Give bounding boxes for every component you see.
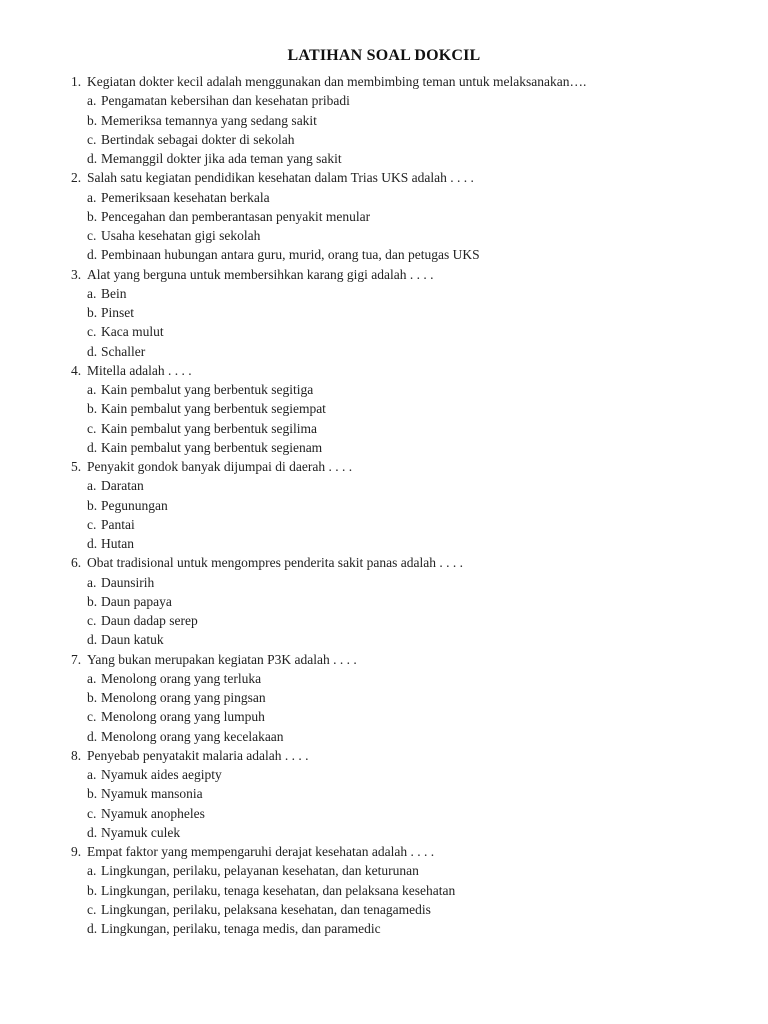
option-text: Menolong orang yang lumpuh (101, 709, 265, 725)
answer-option (71, 592, 751, 611)
question-item (71, 361, 751, 457)
question-line (71, 457, 751, 476)
option-letter: c. (87, 901, 97, 917)
question-line (71, 72, 751, 91)
question-text: Empat faktor yang mempengaruhi derajat kesehatan adalah . . . . (87, 844, 435, 859)
question-number: 7. (71, 651, 82, 667)
option-text: Memanggil dokter jika ada teman yang sakit (101, 151, 342, 166)
option-text: Usaha kesehatan gigi sekolah (101, 228, 261, 243)
option-text: Nyamuk anopheles (101, 805, 205, 821)
option-text: Hutan (101, 536, 134, 551)
answer-option (71, 380, 751, 399)
option-letter: a. (87, 285, 97, 301)
answer-option (71, 476, 751, 495)
question-number: 2. (71, 170, 82, 186)
answer-option (71, 573, 751, 592)
answer-option (71, 804, 751, 823)
option-letter: b. (87, 882, 98, 898)
option-letter: a. (87, 478, 97, 494)
answer-option (71, 438, 751, 457)
answer-option (71, 900, 751, 919)
answer-option (71, 881, 751, 900)
option-letter: c. (87, 420, 97, 436)
option-letter: d. (87, 343, 98, 359)
option-letter: d. (87, 632, 98, 648)
option-letter: a. (87, 382, 97, 397)
question-line (71, 265, 751, 284)
option-text: Daun papaya (101, 593, 172, 609)
option-text: Pengamatan kebersihan dan kesehatan pribadi (101, 93, 350, 109)
question-line (71, 361, 751, 380)
question-text: Mitella adalah . . . . (87, 362, 192, 378)
option-text: Daun katuk (101, 632, 164, 648)
answer-option (71, 727, 751, 746)
option-letter: b. (87, 786, 98, 802)
option-text: Kaca mulut (101, 324, 164, 340)
option-text: Pemeriksaan kesehatan berkala (101, 189, 270, 205)
question-number: 3. (71, 266, 82, 282)
option-text: Schaller (101, 343, 146, 359)
option-text: Lingkungan, perilaku, pelaksana kesehatan, dan tenagamedis (101, 901, 431, 917)
option-text: Bertindak sebagai dokter di sekolah (101, 131, 295, 147)
option-text: Kain pembalut yang berbentuk segienam (101, 439, 323, 455)
option-letter: b. (87, 497, 98, 513)
question-line (71, 650, 751, 669)
question-item (71, 842, 751, 938)
answer-option (71, 534, 751, 553)
option-letter: c. (87, 805, 97, 821)
answer-option (71, 322, 751, 341)
answer-option (71, 823, 751, 842)
question-item (71, 650, 751, 746)
option-letter: b. (87, 305, 98, 320)
answer-option (71, 765, 751, 784)
question-line (71, 553, 751, 572)
question-number: 9. (71, 844, 82, 859)
question-text: Obat tradisional untuk mengompres penderita sakit panas adalah . . . . (87, 555, 464, 571)
question-text: Alat yang berguna untuk membersihkan karang gigi adalah . . . . (87, 266, 434, 282)
option-text: Menolong orang yang kecelakaan (101, 728, 284, 744)
answer-option (71, 688, 751, 707)
answer-option (71, 207, 751, 226)
option-letter: a. (87, 863, 97, 879)
option-text: Daratan (101, 478, 144, 494)
answer-option (71, 707, 751, 726)
option-letter: b. (87, 593, 98, 609)
option-text: Pembinaan hubungan antara guru, murid, orang tua, dan petugas UKS (101, 247, 480, 263)
option-text: Lingkungan, perilaku, pelayanan kesehatan, dan keturunan (101, 863, 419, 879)
answer-option (71, 669, 751, 688)
question-number: 5. (71, 459, 82, 474)
option-letter: b. (87, 112, 98, 128)
option-text: Memeriksa temannya yang sedang sakit (101, 112, 317, 128)
answer-option (71, 342, 751, 361)
option-text: Pegunungan (101, 497, 168, 513)
question-item (71, 168, 751, 264)
option-text: Nyamuk mansonia (101, 786, 203, 802)
option-letter: c. (87, 613, 97, 628)
answer-option (71, 399, 751, 418)
option-letter: d. (87, 247, 98, 263)
question-number: 1. (71, 74, 82, 89)
page-title: LATIHAN SOAL DOKCIL (287, 47, 481, 64)
question-line (71, 168, 751, 187)
option-text: Pinset (101, 305, 135, 320)
answer-option (71, 419, 751, 438)
answer-option (71, 284, 751, 303)
option-text: Daun dadap serep (101, 613, 198, 628)
answer-option (71, 226, 751, 245)
option-text: Kain pembalut yang berbentuk segitiga (101, 382, 314, 397)
option-text: Pencegahan dan pemberantasan penyakit menular (101, 208, 371, 224)
option-text: Kain pembalut yang berbentuk segilima (101, 420, 317, 436)
option-letter: c. (87, 228, 97, 243)
option-text: Bein (101, 285, 127, 301)
answer-option (71, 919, 751, 938)
question-number: 8. (71, 747, 82, 763)
answer-option (71, 630, 751, 649)
option-letter: d. (87, 536, 98, 551)
option-text: Lingkungan, perilaku, tenaga kesehatan, dan pelaksana kesehatan (101, 882, 456, 898)
question-line (71, 746, 751, 765)
answer-option (71, 245, 751, 264)
option-letter: a. (87, 189, 97, 205)
answer-option (71, 111, 751, 130)
answer-option (71, 861, 751, 880)
answer-option (71, 130, 751, 149)
option-text: Nyamuk culek (101, 824, 181, 840)
option-text: Lingkungan, perilaku, tenaga medis, dan paramedic (101, 921, 381, 936)
option-letter: d. (87, 151, 98, 166)
question-item (71, 265, 751, 361)
option-text: Menolong orang yang terluka (101, 670, 262, 686)
option-text: Daunsirih (101, 574, 155, 590)
option-letter: a. (87, 574, 97, 590)
answer-option (71, 784, 751, 803)
question-text: Kegiatan dokter kecil adalah menggunakan dan membimbing teman untuk melaksanakan…. (87, 74, 587, 89)
option-text: Pantai (101, 516, 135, 532)
question-item (71, 746, 751, 842)
question-text: Penyakit gondok banyak dijumpai di daerah . . . . (87, 459, 353, 474)
question-number: 4. (71, 362, 82, 378)
question-text: Penyebab penyatakit malaria adalah . . . . (87, 747, 309, 763)
option-letter: d. (87, 439, 98, 455)
option-letter: d. (87, 824, 98, 840)
option-letter: a. (87, 670, 97, 686)
answer-option (71, 496, 751, 515)
option-text: Menolong orang yang pingsan (101, 690, 266, 705)
question-text: Salah satu kegiatan pendidikan kesehatan dalam Trias UKS adalah . . . . (87, 170, 474, 186)
question-line (71, 842, 751, 861)
question-item (71, 72, 751, 168)
answer-option (71, 611, 751, 630)
option-letter: a. (87, 767, 97, 782)
answer-option (71, 91, 751, 110)
option-letter: b. (87, 401, 98, 417)
option-text: Nyamuk aides aegipty (101, 767, 222, 782)
option-letter: d. (87, 728, 98, 744)
question-text: Yang bukan merupakan kegiatan P3K adalah . . . . (87, 651, 357, 667)
question-item (71, 457, 751, 553)
question-list (71, 72, 751, 938)
question-number: 6. (71, 555, 82, 571)
option-letter: d. (87, 921, 98, 936)
answer-option (71, 149, 751, 168)
option-letter: c. (87, 324, 97, 340)
option-text: Kain pembalut yang berbentuk segiempat (101, 401, 326, 417)
answer-option (71, 188, 751, 207)
option-letter: b. (87, 208, 98, 224)
question-item (71, 553, 751, 649)
option-letter: a. (87, 93, 97, 109)
option-letter: b. (87, 690, 98, 705)
option-letter: c. (87, 709, 97, 725)
option-letter: c. (87, 516, 97, 532)
answer-option (71, 515, 751, 534)
answer-option (71, 303, 751, 322)
option-letter: c. (87, 131, 97, 147)
